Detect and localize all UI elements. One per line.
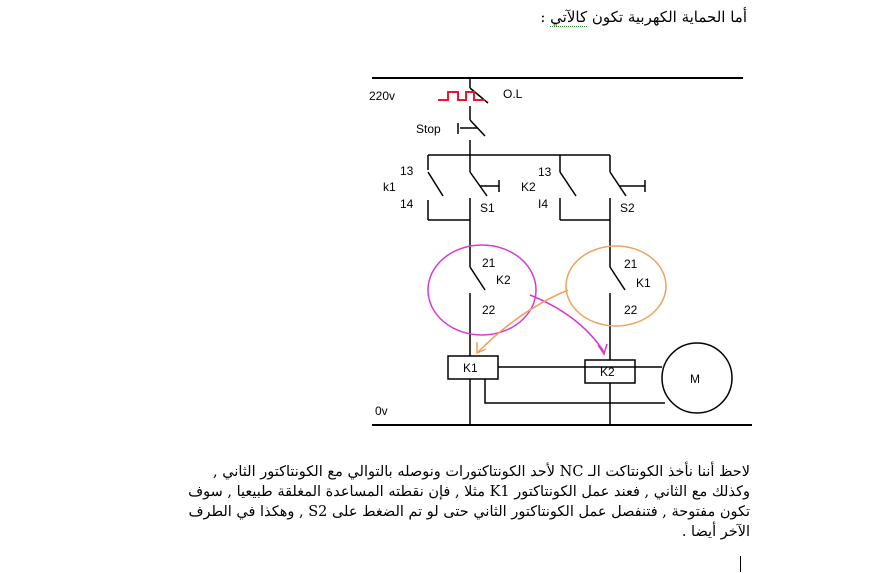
k2-aux-contact bbox=[560, 172, 576, 196]
right-contact-label: K2 bbox=[521, 180, 536, 194]
heading-text: أما الحماية الكهربية تكون bbox=[587, 8, 747, 26]
right-interlock-top: 21 bbox=[624, 257, 638, 271]
left-interlock-label: K2 bbox=[496, 273, 511, 287]
right-interlock-bottom: 22 bbox=[624, 303, 638, 317]
arrow-to-k1 bbox=[478, 290, 568, 352]
right-interlock-highlight bbox=[566, 246, 666, 326]
coil-k1-label: K1 bbox=[463, 361, 478, 375]
neutral-label: 0v bbox=[375, 404, 388, 418]
right-top-terminal: 13 bbox=[538, 165, 552, 179]
supply-label: 220v bbox=[369, 89, 396, 103]
paragraph-line: تكون مفتوحة , فتنفصل عمل الكونتاكتور الثاني حتى لو تم الضغط على S2 , وهكذا في الطرف bbox=[188, 504, 750, 520]
right-interlock-contact bbox=[610, 267, 625, 290]
heading-underlined-word: كالآتي bbox=[550, 8, 588, 26]
text-cursor bbox=[740, 556, 741, 572]
s1-contact bbox=[470, 172, 487, 196]
heading-suffix: : bbox=[540, 8, 551, 26]
paragraph-line: الآخر أيضا . bbox=[681, 524, 750, 540]
right-bottom-terminal: I4 bbox=[538, 197, 549, 211]
left-interlock-top: 21 bbox=[482, 256, 496, 270]
coil-k2-label: K2 bbox=[600, 365, 615, 379]
overload-thermal-symbol bbox=[438, 92, 485, 100]
left-interlock-contact bbox=[470, 267, 485, 290]
explanation-paragraph bbox=[128, 462, 750, 542]
left-contact-label: k1 bbox=[383, 180, 396, 194]
motor-label: M bbox=[690, 372, 700, 386]
overload-label: O.L bbox=[503, 87, 523, 101]
s1-label: S1 bbox=[480, 201, 495, 215]
k1-aux-contact bbox=[428, 172, 443, 196]
paragraph-line: وكذلك مع الثاني , فعند عمل الكونتاكتور K1 مثلا , فإن نقطته المساعدة المغلقة طبيعيا , سوف bbox=[188, 484, 750, 500]
left-bottom-terminal: 14 bbox=[400, 197, 414, 211]
stop-label: Stop bbox=[416, 122, 441, 136]
left-top-terminal: 13 bbox=[400, 164, 414, 178]
left-interlock-bottom: 22 bbox=[482, 303, 496, 317]
s2-label: S2 bbox=[620, 201, 635, 215]
right-interlock-label: K1 bbox=[636, 276, 651, 290]
s2-contact bbox=[610, 172, 626, 196]
paragraph-line: لاحظ أننا نأخذ الكونتاكت الـ NC لأحد الكونتاكتورات ونوصله بالتوالي مع الكونتاكتور الثاني , bbox=[213, 464, 750, 480]
